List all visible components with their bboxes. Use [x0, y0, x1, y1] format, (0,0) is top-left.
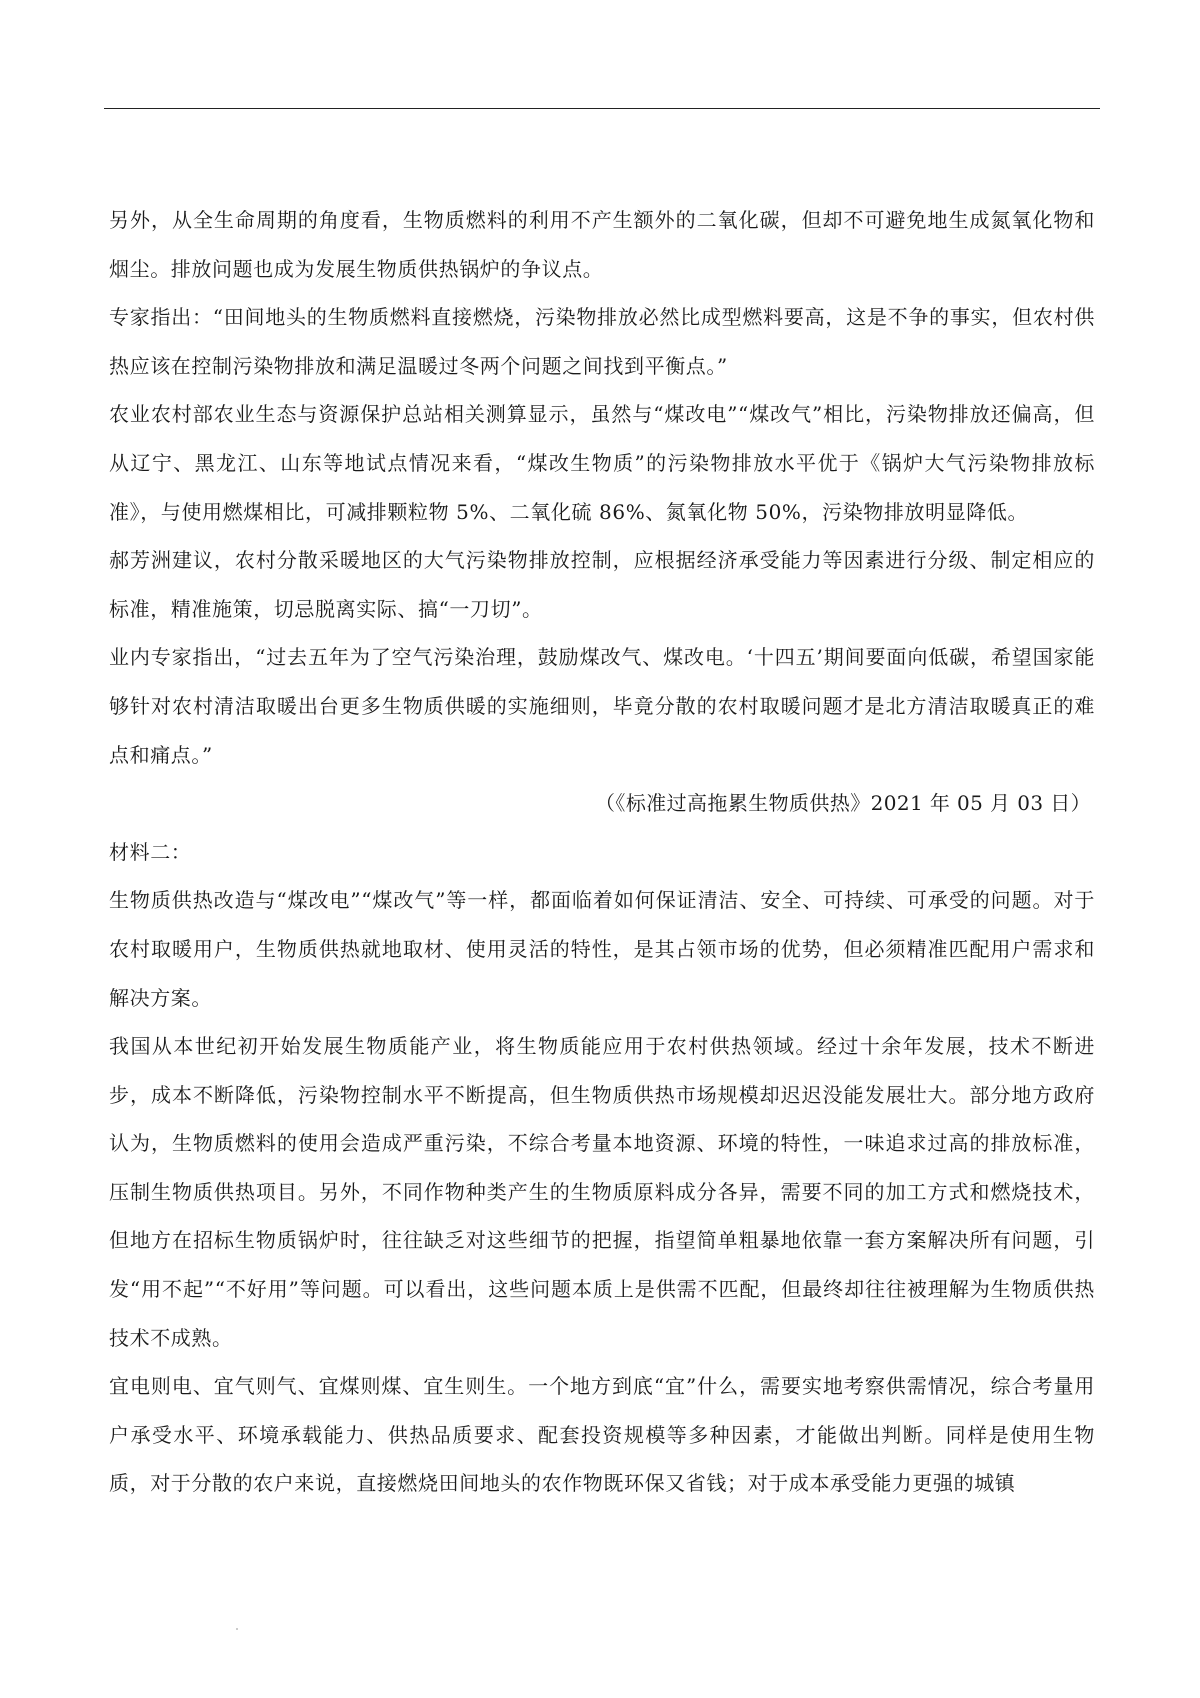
header-rule: [104, 108, 1100, 109]
paragraph: 农业农村部农业生态与资源保护总站相关测算显示，虽然与“煤改电”“煤改气”相比，污染物排放还偏高，但从辽宁、黑龙江、山东等地试点情况来看，“煤改生物质”的污染物排放水平优于《锅炉大气污染物排放标准》，与使用燃煤相比，可减排颗粒物 5%、二氧化硫 86%、氮氧化物 50%，污染物排放明显降低。: [109, 402, 1095, 524]
paragraph: 郝芳洲建议，农村分散采暖地区的大气污染物排放控制，应根据经济承受能力等因素进行分级、制定相应的标准，精准施策，切忌脱离实际、搞“一刀切”。: [109, 548, 1095, 621]
section-label: 材料二：: [109, 839, 192, 864]
paragraph: 生物质供热改造与“煤改电”“煤改气”等一样，都面临着如何保证清洁、安全、可持续、可承受的问题。对于农村取暖用户，生物质供热就地取材、使用灵活的特性，是其占领市场的优势，但必须精准匹配用户需求和解决方案。: [109, 888, 1095, 1010]
paragraph: 专家指出：“田间地头的生物质燃料直接燃烧，污染物排放必然比成型燃料要高，这是不争的事实，但农村供热应该在控制污染物排放和满足温暖过冬两个问题之间找到平衡点。”: [109, 305, 1095, 378]
paragraph: 我国从本世纪初开始发展生物质能产业，将生物质能应用于农村供热领域。经过十余年发展，技术不断进步，成本不断降低，污染物控制水平不断提高，但生物质供热市场规模却迟迟没能发展壮大。部分地方政府认为，生物质燃料的使用会造成严重污染，不综合考量本地资源、环境的特性，一味追求过高的排放标准，压制生物质供热项目。另外，不同作物种类产生的生物质原料成分各异，需要不同的加工方式和燃烧技术，但地方在招标生物质锅炉时，往往缺乏对这些细节的把握，指望简单粗暴地依靠一套方案解决所有问题，引发“用不起”“不好用”等问题。可以看出，这些问题本质上是供需不匹配，但最终却往往被理解为生物质供热技术不成熟。: [109, 1034, 1095, 1350]
document-body: [109, 196, 1095, 1508]
scan-artifact: [236, 1628, 238, 1630]
paragraph: 业内专家指出，“过去五年为了空气污染治理，鼓励煤改气、煤改电。‘十四五’期间要面向低碳，希望国家能够针对农村清洁取暖出台更多生物质供暖的实施细则，毕竟分散的农村取暖问题才是北方清洁取暖真正的难点和痛点。”: [109, 645, 1095, 767]
source-citation: （《标准过高拖累生物质供热》2021 年 05 月 03 日）: [595, 791, 1091, 816]
paragraph: 宜电则电、宜气则气、宜煤则煤、宜生则生。一个地方到底“宜”什么，需要实地考察供需情况，综合考量用户承受水平、环境承载能力、供热品质要求、配套投资规模等多种因素，才能做出判断。同样是使用生物质，对于分散的农户来说，直接燃烧田间地头的农作物既环保又省钱；对于成本承受能力更强的城镇: [109, 1374, 1095, 1496]
paragraph: 另外，从全生命周期的角度看，生物质燃料的利用不产生额外的二氧化碳，但却不可避免地生成氮氧化物和烟尘。排放问题也成为发展生物质供热锅炉的争议点。: [109, 208, 1095, 281]
